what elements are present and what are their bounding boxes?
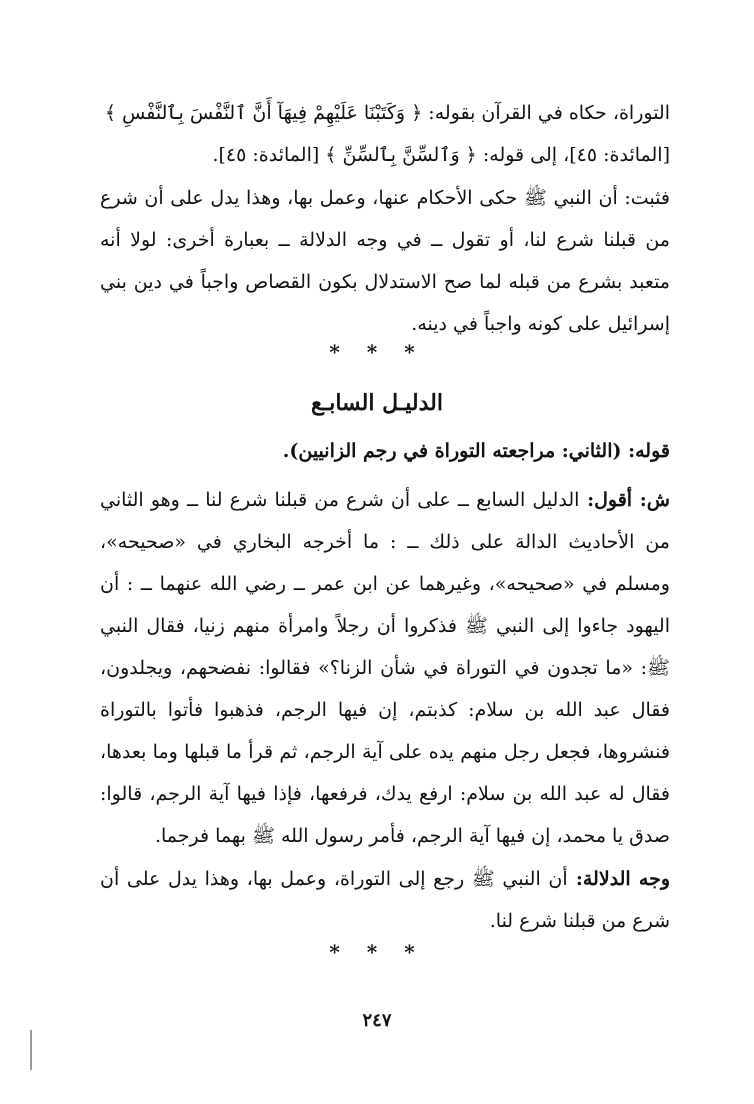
verse-line-1: التوراة، حكاه في القرآن بقوله: ﴿ وَكَتَبْنَا عَلَيْهِمْ فِيهَآ أَنَّ ٱلنَّفْسَ بِٱلنَّفْسِ ﴾ — [104, 102, 670, 124]
verse-paragraph — [100, 92, 670, 176]
section-separator-top: * * * — [329, 340, 425, 364]
evidence-text: الدليل السابع ــ على أن شرع من قبلنا شرع لنا ــ وهو الثاني من الأحاديث الدالة على ذلك ــ : ما أخرجه البخاري في «صحيحه»، ومسلم في «صحيحه»، وغيرهما عن ابن عمر ــ رضي الله عنهما ــ : أن اليهود جاءوا إلى النبي ﷺ فذكروا أن رجلاً وامرأة منهم زنيا، فقال النبي ﷺ: «ما تجدون في التوراة في شأن الزنا؟» فقالوا: نفضحهم، ويجلدون، فقال عبد الله بن سلام: كذبتم، إن فيها الرجم، فذهبوا فأتوا بالتوراة فنشروها، فجعل رجل منهم يده على آية الرجم، ثم قرأ ما قبلها وما بعدها، فقال له عبد الله بن سلام: ارفع يدك، فرفعها، فإذا فيها آية الرجم، قالوا: صدق يا محمد، إن فيها آية الرجم، فأمر رسول الله ﷺ بهما فرجما. — [100, 489, 670, 847]
page-number: ٢٤٧ — [362, 1010, 392, 1031]
quote-line — [100, 430, 670, 472]
evidence-lead: ش: أقول: — [579, 489, 670, 511]
section-separator-bottom: * * * — [329, 940, 425, 964]
conclusion-lead: وجه الدلالة: — [567, 868, 671, 890]
quote-text: (الثاني: مراجعته التوراة في رجم الزانيين). — [282, 440, 622, 462]
evidence-paragraph — [100, 479, 670, 857]
conclusion-text: أن النبي ﷺ رجع إلى التوراة، وعمل بها، وهذا يدل على أن شرع من قبلنا شرع لنا. — [100, 868, 670, 932]
section-title: الدليـل السابـع — [311, 390, 443, 416]
proof-paragraph — [100, 177, 670, 345]
verse-line-2: [المائدة: ٤٥]، إلى قوله: ﴿ وَٱلسِّنَّ بِٱلسِّنِّ ﴾ [المائدة: ٤٥]. — [212, 144, 670, 166]
conclusion-paragraph — [100, 858, 670, 942]
proof-text: فثبت: أن النبي ﷺ حكى الأحكام عنها، وعمل بها، وهذا يدل على أن شرع من قبلنا شرع لنا، أو تقول ــ في وجه الدلالة ــ بعبارة أخرى: لولا أنه متعبد بشرع من قبله لما صح الاستدلال بكون القصاص واجباً في دين بني إسرائيل على كونه واجباً في دينه. — [100, 187, 670, 335]
page-edge-mark — [30, 1030, 32, 1070]
quote-lead: قوله: — [621, 440, 670, 462]
